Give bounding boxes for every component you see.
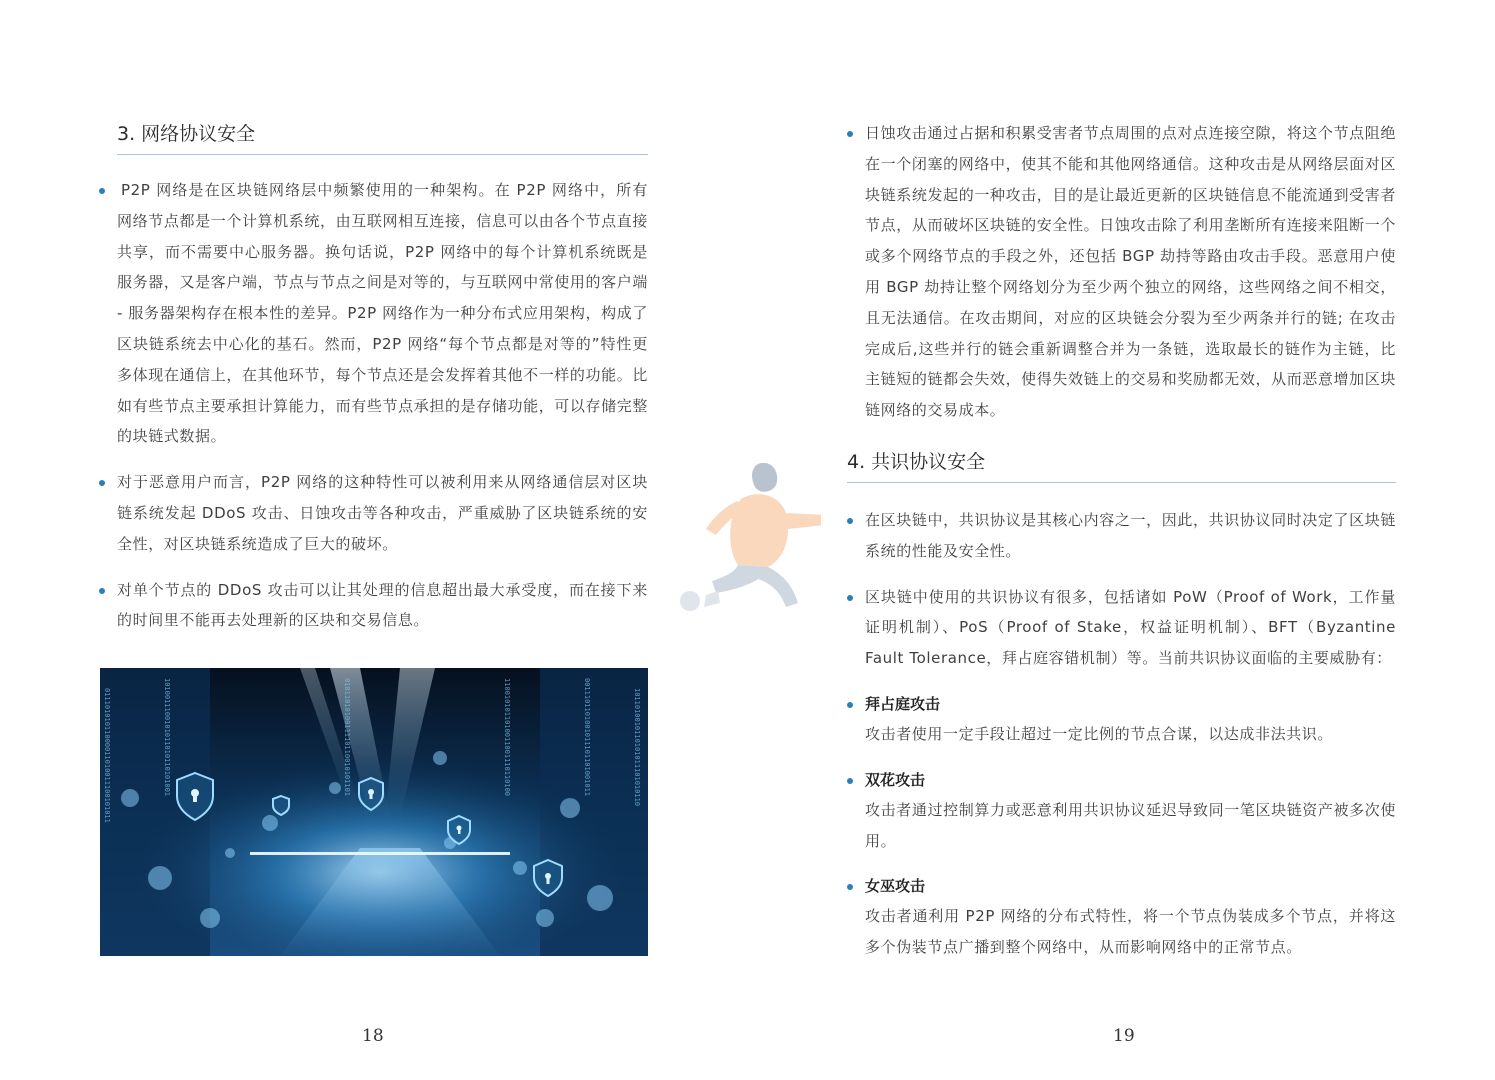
threat-name: 女巫攻击 [865,877,926,896]
bullet-malicious-user [117,467,648,559]
paragraph-text: 区块链中使用的共识协议有很多，包括诸如 PoW（Proof of Work，工作量证明机制）、PoS（Proof of Stake，权益证明机制）、BFT（Byzantine Fault Tolerance，拜占庭容错机制）等。当前共识协议面临的主要威胁有： [865,587,1396,668]
svg-text:1011010010110101011101010110: 1011010010110101011101010110 [633,688,641,807]
bullet-ddos [117,575,648,637]
bullet-dot-icon [847,778,853,784]
svg-text:1010011100101011010110101001: 1010011100101011010110101001 [163,678,171,797]
threat-name: 双花攻击 [865,770,926,789]
paragraph-text: 在区块链中，共识协议是其核心内容之一，因此，共识协议同时决定了区块链系统的性能及安全性。 [865,510,1396,560]
bullet-dot-icon [847,518,853,524]
threat-item-sybil [847,871,1396,963]
bullet-dot-icon [847,884,853,890]
threat-desc: 攻击者使用一定手段让超过一定比例的节点合谋，以达成非法共识。 [865,724,1334,743]
paragraph-text: 对单个节点的 DDoS 攻击可以让其处理的信息超出最大承受度，而在接下来的时间里不能再去处理新的区块和交易信息。 [117,580,648,630]
paragraph-text: 日蚀攻击通过占据和积累受害者节点周围的点对点连接空隙，将这个节点阻绝在一个闭塞的网络中，使其不能和其他网络通信。这种攻击是从网络层面对区块链系统发起的一种攻击，目的是让最近更新的区块链信息不能流通到受害者节点，从而破坏区块链的安全性。日蚀攻击除了利用垄断所有连接来阻断一个或多个网络节点的手段之外，还包括 BGP 劫持等路由攻击手段。恶意用户使用 BGP 劫持让整个网络划分为至少两个独立的网络，这些网络之间不相交，且无法通信。在攻击期间，对应的区块链会分裂为至少两条并行的链; 在攻击完成后,这些并行的链会重新调整合并为一条链，选取最长的链作为主链，比主链短的链都会失效，使得失效链上的交易和奖励都无效，从而恶意增加区块链网络的交易成本。 [865,124,1396,420]
bullet-consensus-types [847,582,1396,674]
page-number-left: 18 [362,1026,384,1046]
running-person-illustration [676,463,821,615]
svg-text:011101010110000110100111001010: 01110101011000011010011100101011 [103,688,111,823]
svg-text:0011101101001011101101001011: 0011101101001011101101001011 [583,678,591,797]
left-column [117,120,648,651]
right-column [847,118,1396,978]
bullet-dot-icon [847,131,853,137]
section-title-network-protocol: 3. 网络协议安全 [117,120,648,155]
threat-desc: 攻击者通利用 P2P 网络的分布式特性，将一个节点伪装成多个节点，并将这多个伪装节点广播到整个网络中，从而影响网络中的正常节点。 [865,907,1396,957]
svg-text:1100101011010011001110110100: 1100101011010011001110110100 [503,678,511,797]
paragraph-text: P2P 网络是在区块链网络层中频繁使用的一种架构。在 P2P 网络中，所有网络节点都是一个计算机系统，由互联网相互连接，信息可以由各个节点直接共享，而不需要中心服务器。换句话说，P2P 网络中的每个计算机系统既是服务器，又是客户端，节点与节点之间是对等的，与互联网中常使用的客户端 - 服务器架构存在根本性的差异。P2P 网络作为一种分布式应用架构，构成了区块链系统去中心化的基石。然而，P2P 网络“每个节点都是对等的”特性更多体现在通信上，在其他环节，每个节点还是会发挥着其他不一样的功能。比如有些节点主要承担计算能力，而有些节点承担的是存储功能，可以存储完整的块链式数据。 [117,181,648,446]
bullet-consensus-core [847,505,1396,567]
threat-desc: 攻击者通过控制算力或恶意利用共识协议延迟导致同一笔区块链资产被多次使用。 [865,800,1396,850]
svg-text:0101101010011110110010101101: 0101101010011110110010101101 [343,678,351,797]
bullet-dot-icon [99,480,105,486]
bullet-dot-icon [847,702,853,708]
threat-item-byzantine [847,689,1396,750]
section-title-consensus-protocol: 4. 共识协议安全 [847,448,1396,483]
bullet-p2p-intro [117,175,648,452]
bullet-dot-icon [99,588,105,594]
threat-item-double-spend [847,765,1396,857]
bullet-dot-icon [847,595,853,601]
bullet-dot-icon [99,188,105,194]
page-number-right: 19 [1113,1026,1135,1046]
threat-name: 拜占庭攻击 [865,694,941,713]
cyber-security-illustration [100,668,648,956]
bullet-eclipse-attack [847,118,1396,426]
paragraph-text: 对于恶意用户而言，P2P 网络的这种特性可以被利用来从网络通信层对区块链系统发起 DDoS 攻击、日蚀攻击等各种攻击，严重威胁了区块链系统的安全性，对区块链系统造成了巨大的破坏。 [117,473,648,553]
